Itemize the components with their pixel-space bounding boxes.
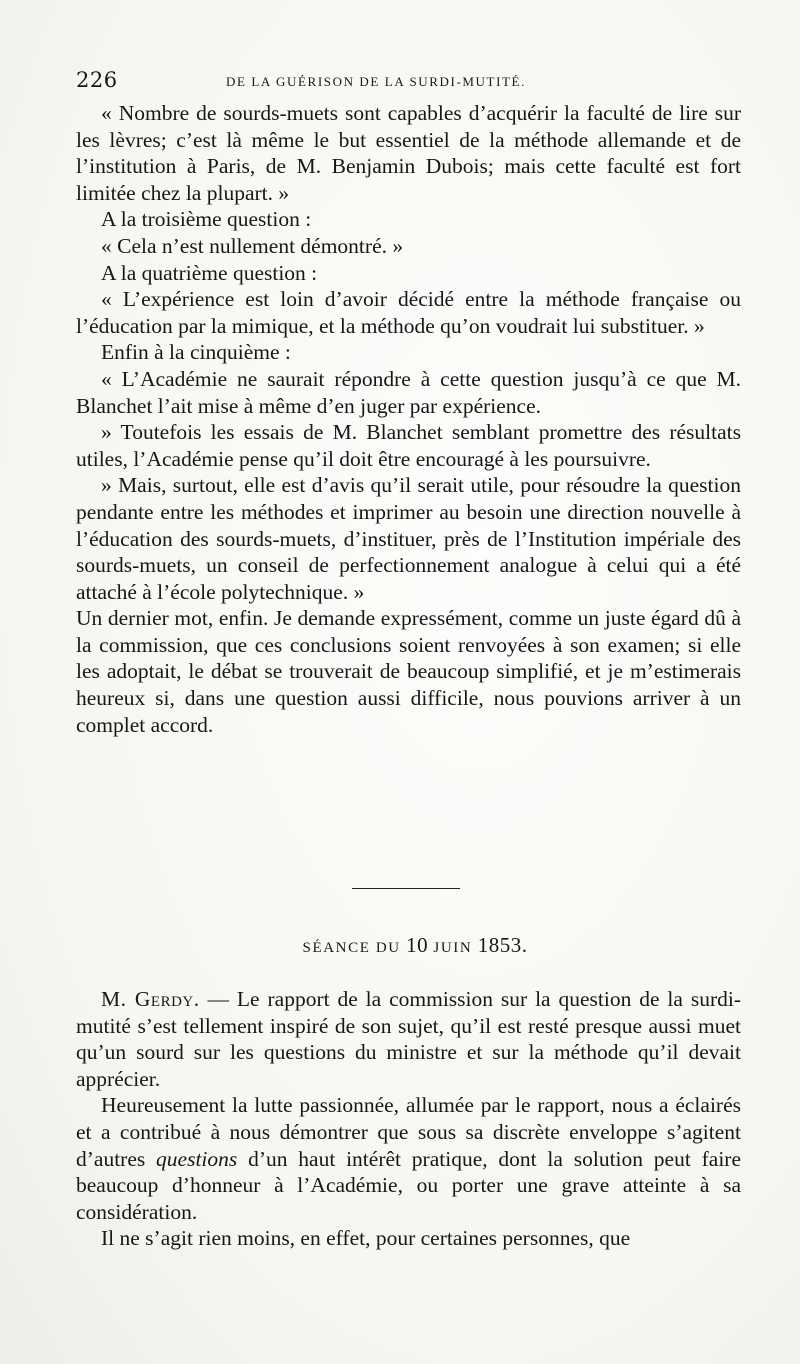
section-heading-year: 1853. xyxy=(477,933,528,957)
italic-word: questions xyxy=(156,1146,238,1171)
paragraph: « Nombre de sourds-muets sont capables d’acquérir la faculté de lire sur les lèvres; c’est là même le but essentiel de la méthode allemande et de l’institution à Paris, de M. Benjamin Dubois; mais cette faculté est fort limitée chez la plupart. » xyxy=(76,101,741,205)
section-heading xyxy=(0,933,800,958)
paragraph: « Cela n’est nullement démontré. » xyxy=(101,233,404,258)
paragraph: » Mais, surtout, elle est d’avis qu’il serait utile, pour résoudre la question pendante entre les méthodes et imprimer au besoin une direction nouvelle à l’éducation des sourds-muets, d’instituer, près de l’Institution impériale des sourds-muets, un conseil de perfectionnement analogue à celui qui a été attaché à l’école polytechnique. » xyxy=(76,473,741,604)
page-header xyxy=(76,68,760,98)
page-number: 226 xyxy=(76,68,118,92)
paragraph xyxy=(76,1092,741,1225)
speaker-name: M. Gerdy. xyxy=(101,987,200,1011)
paragraph: » Toutefois les essais de M. Blanchet semblant promettre des résultats utiles, l’Académie pense qu’il doit être encouragé à les poursuivre. xyxy=(76,420,741,471)
running-head: DE LA GUÉRISON DE LA SURDI-MUTITÉ. xyxy=(226,74,526,89)
main-text xyxy=(76,100,741,738)
paragraph: Enfin à la cinquième : xyxy=(101,340,291,365)
session-text xyxy=(76,986,741,1252)
paragraph: Un dernier mot, enfin. Je demande expressément, comme un juste égard dû à la commission, que ces conclusions soient renvoyées à son examen; si elle les adoptait, le débat se trouverait de beaucoup simplifié, et je m’estimerais heureux si, dans une question aussi difficile, nous pouvions arriver à un complet accord. xyxy=(76,606,741,737)
paragraph: A la quatrième question : xyxy=(101,260,318,285)
section-heading-day: 10 xyxy=(406,933,429,957)
paragraph-text: Heureusement la lutte passionnée, allumée par le rapport, nous a éclairés et a contribué à nous démontrer que sous sa discrète enveloppe s’agitent d’autres xyxy=(76,1093,741,1171)
section-heading-prefix: SÉANCE DU xyxy=(302,940,401,956)
section-heading-month: JUIN xyxy=(433,940,473,956)
paragraph: « L’expérience est loin d’avoir décidé entre la méthode française ou l’éducation par la mimique, et la méthode qu’on voudrait lui substituer. » xyxy=(76,287,741,338)
paragraph: A la troisième question : xyxy=(101,207,312,232)
paragraph-text: — Le rapport de la commission sur la question de la surdi-mutité s’est tellement inspiré de son sujet, qu’il est resté presque aussi muet qu’un sourd sur les questions du ministre et sur la méthode qu’il devait apprécier. xyxy=(76,987,741,1091)
section-divider xyxy=(352,888,460,889)
paragraph: « L’Académie ne saurait répondre à cette question jusqu’à ce que M. Blanchet l’ait mise à même d’en juger par expérience. xyxy=(76,366,741,418)
paragraph: Il ne s’agit rien moins, en effet, pour certaines personnes, que xyxy=(101,1226,631,1251)
paragraph xyxy=(76,986,741,1092)
paragraph-text: d’un haut intérêt pratique, dont la solution peut faire beaucoup d’honneur à l’Académie, ou porter une grave atteinte à sa considération. xyxy=(76,1146,741,1224)
